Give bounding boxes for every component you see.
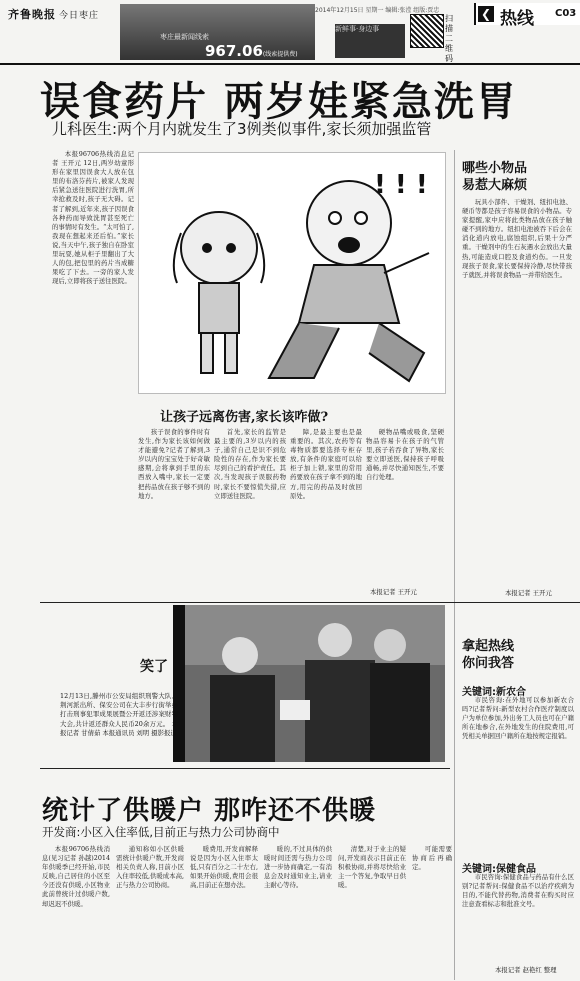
section-arrow-icon: ❮ xyxy=(478,6,494,22)
qa-byline: 本报记者 赵艳红 整理 xyxy=(495,966,557,974)
masthead xyxy=(8,6,99,22)
lead-illustration xyxy=(138,152,446,394)
news-photo xyxy=(185,605,445,762)
lead-byline: 本报记者 王开元 xyxy=(370,588,417,596)
page-code: C03 xyxy=(555,8,577,19)
illustration-caption: 让孩子远离伤害,家长该咋做? xyxy=(160,410,329,425)
second-column-6: 可能需要协商后再确定。 xyxy=(412,845,452,872)
photo-story-text: 12月13日,滕州市公安局组织刑警大队、荆河派出所、保安公司在大丰步行街举办打击刑事犯罪成果展暨公开返还涉案财物大会,共计返还群众人民币20余万元。 本报记者 甘倩茹 本报通讯员 刘明 摄影报道 xyxy=(60,692,178,737)
second-column-3: 暖费用,开发商解释说是因为小区入住率太低,只有百分之二十左右,如果开始供暖,费用会很高,目前正在想办法。 xyxy=(190,845,258,890)
qa-keyword-1: 关键词:新农合 xyxy=(462,687,526,698)
lead-column-4: 障,是最主要也是最重要的。其次,农药等有毒物质都要选择专柜存放,有条件的家庭可以给柜子加上锁,家里的常用药要放在孩子拿不到的地方,用完的药品及时放回原处。 xyxy=(290,428,362,500)
qa-answer-1: 市民咨询:在外地可以参加新农合吗?记者帮问:新型农村合作医疗制度以户为单位参加,外出务工人员也可在户籍所在地参合,在外地发生的住院费用,可凭相关单据回户籍所在地按规定报销。 xyxy=(462,696,574,741)
lead-headline: 误食药片 两岁娃紧急洗胃 xyxy=(40,78,518,125)
ad-banner xyxy=(120,4,315,60)
ad-hotline-number: 967.06(线索提供费) xyxy=(205,42,298,60)
second-headline: 统计了供暖户 那咋还不供暖 xyxy=(42,796,377,826)
sidebar-byline: 本报记者 王开元 xyxy=(505,589,552,597)
column-divider xyxy=(454,150,455,980)
qr-code-icon xyxy=(410,14,444,48)
sidebar-column: 玩具小部件、干燥剂、纽扣电池、硬币等都是孩子容易误食的小物品。专家提醒,家中应将此类物品放在孩子触碰不到的地方。纽扣电池被吞下后会在消化道内放电,腐蚀组织,后果十分严重。干燥剂中的生石灰遇水会放出大量热,可能造成口腔及食道灼伤。一旦发现孩子误食,家长要保持冷静,尽快带孩子就医,并将误食物品一并带给医生。 xyxy=(462,198,572,279)
photo-image xyxy=(185,605,445,762)
ad-title: 枣庄最新闻线索 xyxy=(160,33,209,41)
second-column-5: 清楚,对于业主的疑问,开发商表示目前正在积极协商,并将尽快给业主一个答复,争取早日供暖。 xyxy=(338,845,406,890)
cartoon-illustration xyxy=(139,153,445,393)
scan-label: 扫描二维码 xyxy=(445,14,453,63)
second-column-2: 通知称如小区供暖需统计供暖户数,开发商相关负责人称,目前小区入住率较低,供暖成本高,正与热力公司协商。 xyxy=(116,845,184,890)
section-name: 热线 xyxy=(500,9,534,29)
masthead-sub: 今日枣庄 xyxy=(59,11,100,21)
lead-column-1: 本报96706热线消息记者 王开元 12日,两岁幼童形形在家里因误食大人放在包里的布洛芬药片,被家人发现后紧急送往医院进行洗胃,所幸抢救及时,孩子无大碍。记者了解到,近年来,孩子因误食各种药而导致洗胃甚至死亡的事情时有发生。“太可怕了,我现在想起来还后怕。”家长说,当天中午,孩子独自在卧室里玩耍,她从柜子里翻出了大人的包,把包里的药片当成糖果吃了下去。一旁的家人发现后,立即将孩子送往医院。 xyxy=(52,150,134,286)
sidebar-headline: 哪些小物品 易惹大麻烦 xyxy=(462,161,528,193)
svg-text:! ! !: ! ! ! xyxy=(374,170,428,200)
lead-column-2: 孩子误食的事件时有发生,作为家长该如何做才能避免?记者了解到,3岁以内的宝宝处于好奇敏感期,会将拿到手里的东西放入嘴中,家长一定要把药品放在孩子够不到的地方。 xyxy=(138,428,210,500)
qa-answer-2: 市民咨询:保健食品与药品有什么区别?记者帮问:保健食品不以治疗疾病为目的,不能代替药物,消费者在购买时应注意查看标志和批准文号。 xyxy=(462,873,574,909)
lead-subhead: 儿科医生:两个月内就发生了3例类似事件,家长须加强监管 xyxy=(52,120,432,138)
second-column-4: 暖的,不过具体的供暖时间还需与热力公司进一步协商确定,一有消息会及时通知业主,请业主耐心等待。 xyxy=(264,845,332,890)
second-column-1: 本报96706热线消息(见习记者 孙越)2014年供暖季已经开始,市民反映,自己居住的小区至今还没有供暖,小区物业此前曾统计过供暖户数,却迟迟不供暖。 xyxy=(42,845,110,908)
top-rule xyxy=(0,63,580,65)
qa-headline: 拿起热线 你问我答 xyxy=(462,639,515,671)
date-line: 2014年12月15日 星期一 编辑:张滢 组版:贾忠 xyxy=(315,7,440,14)
second-subhead: 开发商:小区入住率低,目前正与热力公司协商中 xyxy=(42,825,280,839)
lead-column-5: 硬物品嘴或吸食,坚硬物品容易卡在孩子的气管里,孩子若吞食了异物,家长要立即送医,保持孩子呼吸通畅,并尽快通知医生,不要自行处理。 xyxy=(366,428,444,482)
lead-column-3: 首先,家长的监管是最主要的,3岁以内的孩子,通常自己是识不到危险性的存在,作为家长要尽到自己的看护责任。其次,当发现孩子误服药物时,家长不要惊慌失措,应立即送往医院。 xyxy=(214,428,286,500)
qa-keyword-2: 关键词:保健食品 xyxy=(462,864,536,875)
mid-rule xyxy=(40,602,580,603)
photo-story-byline: 本报记者 甘倩茹 本报通讯员 刘明 摄影报道 xyxy=(60,719,178,737)
photo-story-label: 笑了 xyxy=(140,659,168,675)
low-rule xyxy=(40,768,450,769)
masthead-title: 齐鲁晚报 xyxy=(8,8,56,21)
ad-right-panel: 新鲜事·身边事 xyxy=(335,24,405,58)
